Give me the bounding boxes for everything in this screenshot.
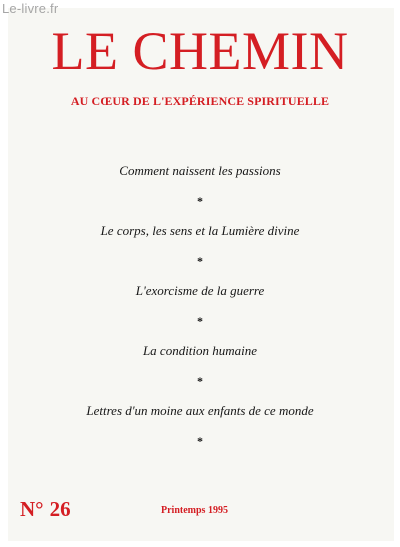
article-title: Le corps, les sens et la Lumière divine	[100, 223, 300, 238]
separator-star: *	[197, 314, 203, 328]
separator-star: *	[197, 194, 203, 208]
article-title: L'exorcisme de la guerre	[135, 283, 265, 298]
separator-star: *	[197, 254, 203, 268]
article-title: La condition humaine	[142, 343, 258, 358]
issue-number	[20, 497, 71, 521]
article-title: Lettres d'un moine aux enfants de ce monde	[86, 403, 314, 418]
separator-star: *	[197, 434, 203, 448]
issue-number-value: 26	[49, 497, 71, 521]
article-list	[0, 156, 400, 456]
separator-star: *	[197, 374, 203, 388]
magazine-title: LE CHEMIN	[51, 21, 349, 81]
magazine-subtitle: AU CŒUR DE L'EXPÉRIENCE SPIRITUELLE	[70, 94, 330, 108]
issue-date: Printemps 1995	[161, 505, 228, 516]
watermark: Le-livre.fr	[2, 1, 59, 16]
article-title: Comment naissent les passions	[119, 163, 281, 178]
issue-prefix: N°	[20, 497, 44, 521]
